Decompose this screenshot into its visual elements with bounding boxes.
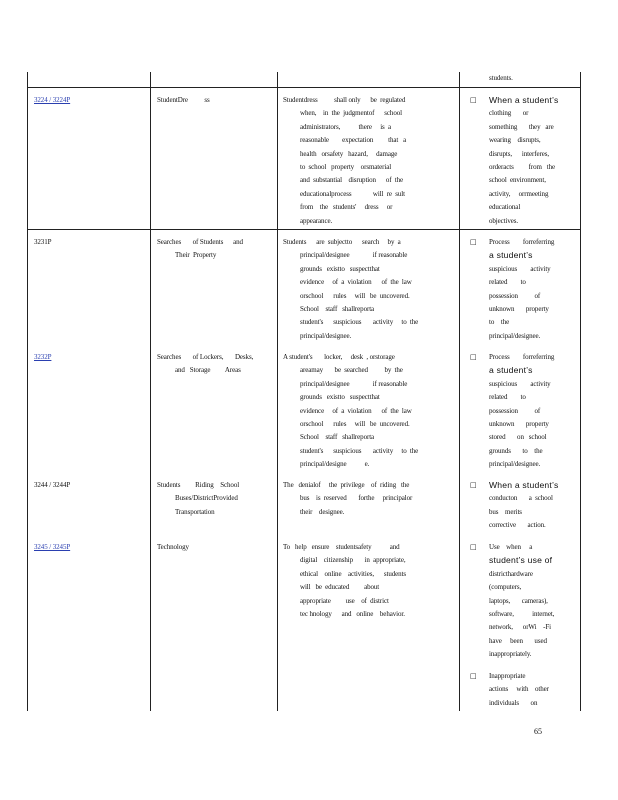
action-bullet: Process forreferring a student’s suspicious activity related to possession of unknown property to the principal/designee. xyxy=(489,238,555,340)
policy-description: Students are subjectto search by a principal/designee if reasonable grounds existto suspectthat evidence of a violation of the law orschool rules will be uncovered. School staff shallreporta student's suspicious activity to the principal/designee. xyxy=(283,238,419,340)
table-border-right xyxy=(580,72,581,711)
continued-text: students. xyxy=(489,74,513,82)
bullet-icon: □ xyxy=(470,96,477,104)
policy-number: 3231P xyxy=(34,238,52,246)
policy-link[interactable]: 3232P xyxy=(34,353,52,361)
bullet-icon: □ xyxy=(470,543,477,551)
bullet-icon: □ xyxy=(470,238,477,246)
policy-title: StudentDre ss xyxy=(157,96,210,104)
policy-description: Studentdress shall only be regulated when, in the judgmentof school administrators, there is a reasonable expectation that a health orsafety hazard, damage to school property orsmaterial and substantial disruption of the educationalprocess will re sult from the students' dress or appearance. xyxy=(283,96,407,225)
table-divider-col1 xyxy=(150,72,151,711)
policy-description: The denialof the privilege of riding the bus is reserved forthe principalor their designee. xyxy=(283,481,413,516)
policy-link[interactable]: 3245 / 3245P xyxy=(34,543,71,551)
policy-title: Searches of Lockers, Desks, and Storage Areas xyxy=(157,353,254,375)
bullet-icon: □ xyxy=(470,481,477,489)
table-row xyxy=(34,541,70,554)
table-row xyxy=(34,236,51,249)
table-row xyxy=(34,351,51,364)
row-divider-top xyxy=(27,87,581,88)
table-divider-col2 xyxy=(277,72,278,711)
policy-title: Students Riding School Buses/DistrictProvided Transportation xyxy=(157,481,240,516)
page-number: 65 xyxy=(534,727,542,736)
policy-description: To help ensure studentsafety and digital citizenship in appropriate, ethical online activities, students will be educated about appropriate use of district tec hnology and online behavior. xyxy=(283,543,407,619)
policy-title: Searches of Students and Their Property xyxy=(157,238,243,260)
action-bullet: Inappropriate actions with other individuals on xyxy=(489,672,549,707)
table-row xyxy=(34,479,70,492)
row-divider-2 xyxy=(27,229,581,230)
policy-number: 3244 / 3244P xyxy=(34,481,71,489)
table-divider-col3 xyxy=(459,72,460,711)
bullet-icon: □ xyxy=(470,672,477,680)
policy-link[interactable]: 3224 / 3224P xyxy=(34,96,71,104)
action-bullet: Use when a student’s use of districthardware (computers, laptops, cameras), software, internet, network, orWi -Fi have been used inappropriately. xyxy=(489,543,555,659)
bullet-icon: □ xyxy=(470,353,477,361)
policy-title: Technology xyxy=(157,543,189,551)
action-bullet: Process forreferring a student’s suspicious activity related to possession of unknown property stored on school grounds to the principal/designee. xyxy=(489,353,555,469)
table-row xyxy=(34,94,70,107)
action-bullet: When a student’s conducton a school bus merits corrective action. xyxy=(489,480,559,530)
action-bullet: When a student’s clothing or something they are wearing disrupts, disrupts, interferes, orderacts from the school environment, activity, orrmeeting educational objectives. xyxy=(489,95,559,225)
table-border-left xyxy=(27,72,28,711)
policy-description: A student's locker, desk , orstorage areamay be searched by the principal/designee if reasonable grounds existto suspectthat evidence of a violation of the law orschool rules will be uncovered. School staff shallreporta student's suspicious activity to the principal/designe e. xyxy=(283,353,419,469)
